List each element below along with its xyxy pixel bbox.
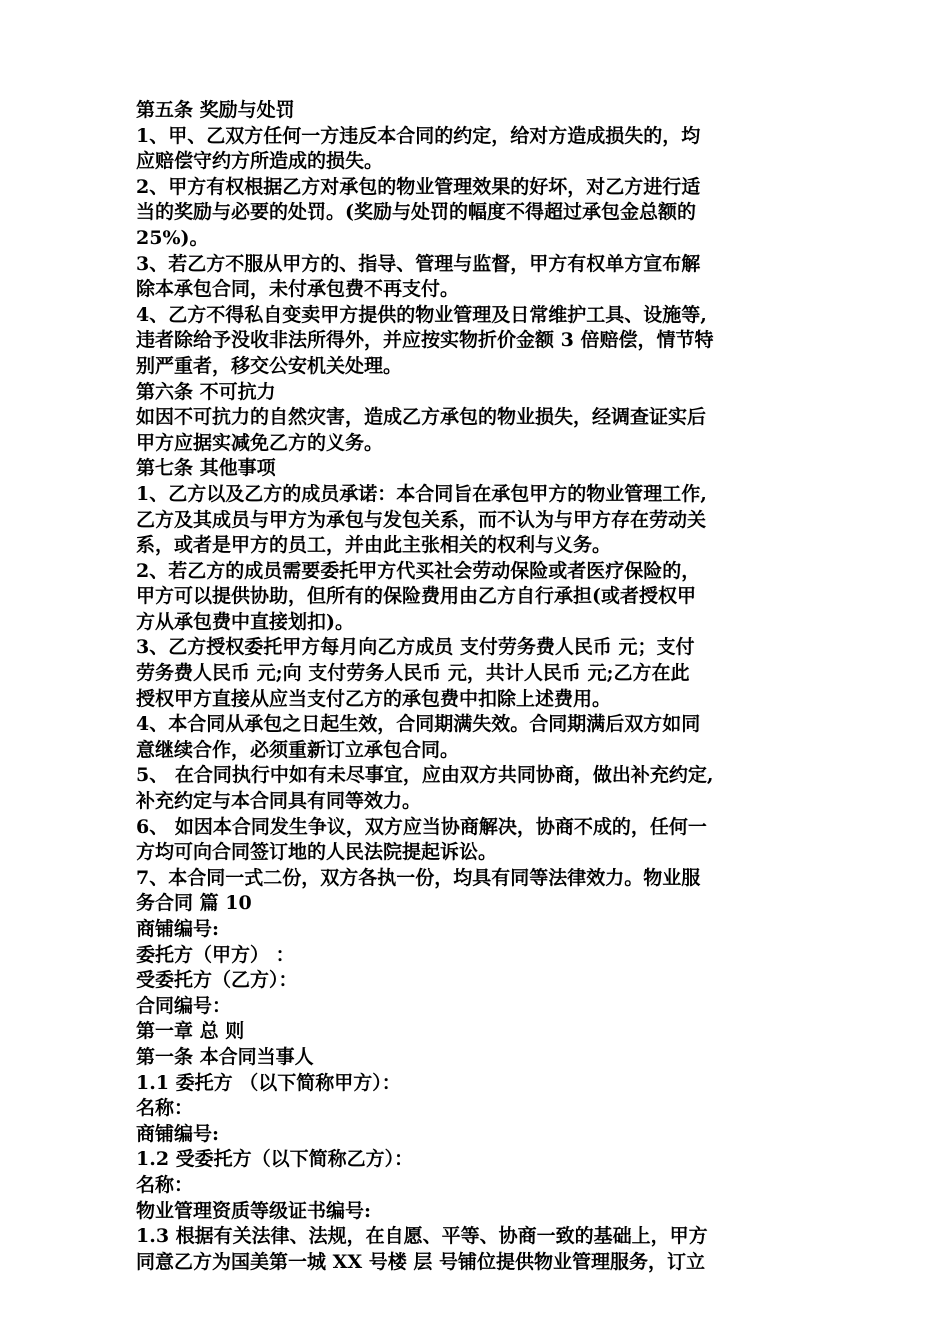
text-line: 方从承包费中直接划扣)。	[136, 610, 354, 633]
text-line: 授权甲方直接从应当支付乙方的承包费中扣除上述费用。	[136, 687, 612, 710]
text-line: 委托方（甲方） ：	[136, 943, 295, 966]
text-line: 第六条 不可抗力	[136, 380, 276, 403]
text-line: 补充约定与本合同具有同等效力。	[136, 790, 422, 813]
text-line: 甲方可以提供协助，但所有的保险费用由乙方自行承担(或者授权甲	[136, 585, 696, 608]
text-line: 5、 在合同执行中如有未尽事宜，应由双方共同协商，做出补充约定,	[136, 764, 714, 787]
text-line: 意继续合作，必须重新订立承包合同。	[136, 738, 460, 761]
text-line: 如因不可抗力的自然灾害，造成乙方承包的物业损失，经调查证实后	[136, 406, 707, 429]
text-line: 4、本合同从承包之日起生效，合同期满失效。合同期满后双方如同	[136, 713, 701, 736]
text-line: 第七条 其他事项	[136, 457, 276, 480]
text-line: 合同编号：	[136, 994, 232, 1017]
text-line: 第一条 本合同当事人	[136, 1045, 314, 1068]
text-line: 商铺编号:	[136, 918, 220, 940]
text-line: 6、 如因本合同发生争议，双方应当协商解决，协商不成的，任何一	[136, 815, 707, 838]
text-line: 2、若乙方的成员需要委托甲方代买社会劳动保险或者医疗保险的，	[136, 559, 701, 582]
text-line: 别严重者，移交公安机关处理。	[136, 354, 403, 377]
text-line: 乙方及其成员与甲方为承包与发包关系，而不认为与甲方存在劳动关	[136, 508, 707, 531]
text-line: 1.3 根据有关法律、法规，在自愿、平等、协商一致的基础上，甲方	[136, 1225, 708, 1248]
text-line: 同意乙方为国美第一城 XX 号楼 层 号铺位提供物业管理服务，订立	[136, 1250, 705, 1273]
text-line: 7、本合同一式二份，双方各执一份，均具有同等法律效力。物业服	[136, 866, 701, 889]
text-line: 劳务费人民币 元;向 支付劳务人民币 元，共计人民币 元;乙方在此	[136, 662, 690, 685]
text-line: 1.1 委托方 （以下简称甲方）：	[136, 1071, 401, 1094]
text-line: 2、甲方有权根据乙方对承包的物业管理效果的好坏，对乙方进行适	[136, 175, 701, 198]
text-line: 4、乙方不得私自变卖甲方提供的物业管理及日常维护工具、设施等,	[136, 303, 707, 326]
text-line: 1.2 受委托方（以下简称乙方）：	[136, 1148, 414, 1171]
text-line: 名称：	[136, 1097, 194, 1120]
text-line: 务合同 篇 10	[136, 892, 252, 915]
document-body	[136, 98, 816, 1275]
text-line: 受委托方（乙方）：	[136, 969, 298, 992]
text-line: 名称：	[136, 1173, 194, 1196]
text-line: 3、乙方授权委托甲方每月向乙方成员 支付劳务费人民币 元；支付	[136, 636, 695, 659]
text-line: 1、甲、乙双方任何一方违反本合同的约定，给对方造成损失的，均	[136, 124, 701, 147]
text-line: 物业管理资质等级证书编号:	[136, 1199, 372, 1222]
text-line: 3、若乙方不服从甲方的、指导、管理与监督，甲方有权单方宣布解	[136, 252, 701, 275]
text-line: 甲方应据实减免乙方的义务。	[136, 431, 384, 454]
text-line: 商铺编号:	[136, 1122, 220, 1145]
text-line: 第一章 总 则	[136, 1020, 245, 1043]
text-line: 违者除给予没收非法所得外，并应按实物折价金额 3 倍赔偿，情节特	[136, 329, 714, 352]
text-line: 25%)。	[136, 226, 209, 249]
text-line: 除本承包合同，未付承包费不再支付。	[136, 278, 460, 301]
text-line: 应赔偿守约方所造成的损失。	[136, 150, 384, 173]
text-line: 第五条 奖励与处罚	[136, 99, 295, 121]
text-line: 系，或者是甲方的员工，并由此主张相关的权利与义务。	[136, 534, 612, 557]
text-line: 1、乙方以及乙方的成员承诺：本合同旨在承包甲方的物业管理工作,	[136, 482, 707, 505]
text-line: 方均可向合同签订地的人民法院提起诉讼。	[136, 841, 498, 864]
text-line: 当的奖励与必要的处罚。(奖励与处罚的幅度不得超过承包金总额的	[136, 201, 696, 224]
